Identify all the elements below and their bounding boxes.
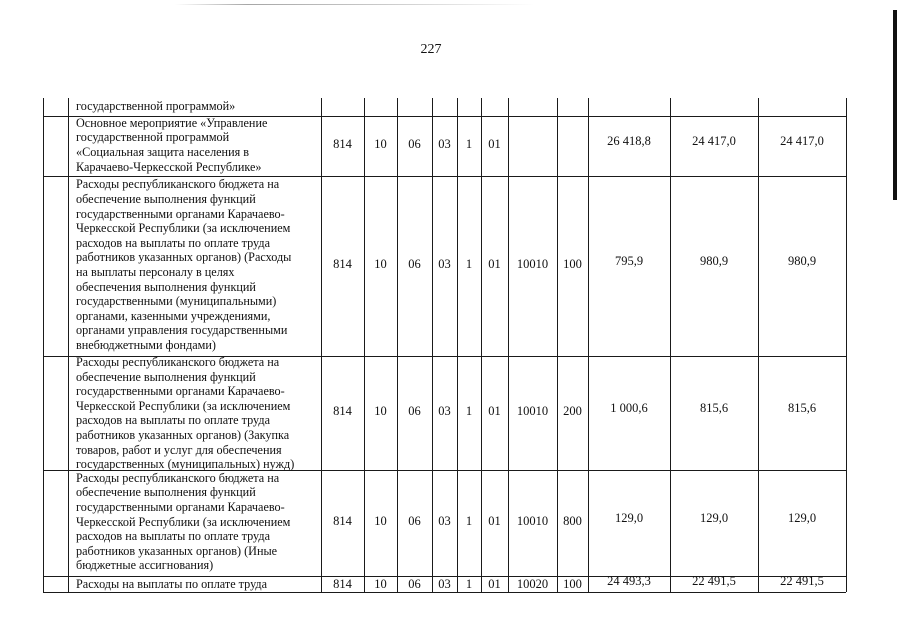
table-cell: 129,0 [614, 511, 644, 525]
table-cell: 22 491,5 [692, 574, 736, 588]
table-col-line [846, 98, 847, 592]
row-description: Расходы на выплаты по оплате труда [76, 577, 268, 591]
table-cell: 1 [465, 257, 473, 271]
table-cell: 980,9 [699, 254, 729, 268]
table-cell: 01 [488, 577, 501, 591]
row-description: Расходы республиканского бюджета на обеспечение выполнения функций государственными органами Карачаево- Черкесской Республики (за исключением расходов на выплаты по оплате труда работников указанных органов) (Иные бюджетные ассигнования) [76, 470, 291, 573]
table-cell: 795,9 [614, 254, 644, 268]
table-cell: 10010 [516, 404, 549, 418]
table-cell: 06 [408, 137, 421, 151]
table-cell: 814 [333, 404, 352, 418]
table-cell: 814 [333, 257, 352, 271]
row-description: Основное мероприятие «Управление государственной программой «Социальная защита населения в Карачаево-Черкесской Республике» [76, 115, 268, 174]
table-cell: 10 [374, 137, 387, 151]
table-cell: 01 [488, 514, 501, 528]
table-cell: 06 [408, 577, 421, 591]
table-cell: 10010 [516, 514, 549, 528]
table-cell: 980,9 [787, 254, 817, 268]
table-row-line [43, 592, 846, 593]
table-cell: 814 [333, 137, 352, 151]
table-cell: 10 [374, 577, 387, 591]
table-cell: 26 418,8 [607, 134, 651, 148]
table-cell: 01 [488, 137, 501, 151]
row-description: Расходы республиканского бюджета на обеспечение выполнения функций государственными органами Карачаево- Черкесской Республики (за исключением расходов на выплаты по оплате труда работников указанных органов) (Закупка товаров, работ и услуг для обеспечения государственных (муниципальных) нужд) [76, 355, 295, 472]
table-cell: 03 [438, 404, 451, 418]
table-cell: 01 [488, 404, 501, 418]
table-cell: 1 000,6 [610, 401, 648, 415]
table-cell: 800 [563, 514, 582, 528]
table-cell: 100 [563, 577, 582, 591]
table-col-line [43, 98, 44, 592]
table-cell: 100 [563, 257, 582, 271]
table-cell: 815,6 [699, 401, 729, 415]
table-cell: 200 [563, 404, 582, 418]
table-cell: 06 [408, 404, 421, 418]
table-cell: 03 [438, 257, 451, 271]
table-cell: 06 [408, 257, 421, 271]
table-cell: 1 [465, 404, 473, 418]
table-cell: 03 [438, 514, 451, 528]
row-description: государственной программой» [76, 99, 236, 113]
table-cell: 129,0 [787, 511, 817, 525]
table-cell: 129,0 [699, 511, 729, 525]
table-cell: 03 [438, 137, 451, 151]
table-cell: 01 [488, 257, 501, 271]
row-description: Расходы республиканского бюджета на обеспечение выполнения функций государственными органами Карачаево- Черкесской Республики (за исключением расходов на выплаты по оплате труда работников указанных органов) (Расходы на выплаты персоналу в целях обеспечения выполнения функций государственными (муниципальными) органами, казенными учреждениями, органами управления государственными внебюджетными фондами) [76, 177, 292, 352]
table-cell: 03 [438, 577, 451, 591]
table-cell: 10 [374, 257, 387, 271]
table-cell: 22 491,5 [780, 574, 824, 588]
table-cell: 24 417,0 [692, 134, 736, 148]
table-cell: 24 493,3 [607, 574, 651, 588]
table-cell: 24 417,0 [780, 134, 824, 148]
page-number: 227 [420, 42, 442, 57]
table-cell: 10010 [516, 257, 549, 271]
table-cell: 10 [374, 404, 387, 418]
table-cell: 1 [465, 514, 473, 528]
table-cell: 1 [465, 577, 473, 591]
table-cell: 10020 [516, 577, 549, 591]
table-col-line [68, 98, 69, 592]
table-cell: 06 [408, 514, 421, 528]
table-cell: 814 [333, 577, 352, 591]
table-cell: 814 [333, 514, 352, 528]
table-cell: 1 [465, 137, 473, 151]
table-cell: 10 [374, 514, 387, 528]
table-cell: 815,6 [787, 401, 817, 415]
